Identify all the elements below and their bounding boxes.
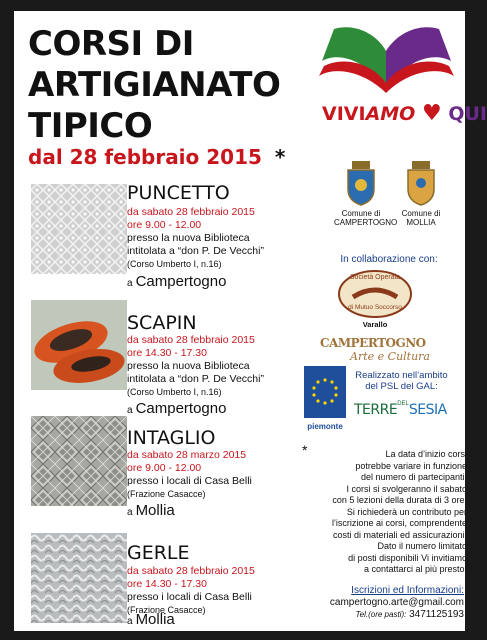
shield-icon [346, 161, 376, 205]
contact-phone: Tel.(ore pasti): 3471125193 [355, 609, 464, 620]
course-location: presso i locali di Casa Belli [127, 475, 252, 487]
course-town: a Mollia [127, 611, 175, 628]
terre-del-sesia-logo: $TERRE^{DEL}SESIA$ [354, 401, 447, 418]
puncetto-photo [31, 184, 127, 274]
course-date: da sabato 28 febbraio 2015 [127, 334, 255, 346]
carving-icon [31, 416, 127, 506]
contact-heading: Iscrizioni ed Informazioni: [351, 585, 464, 596]
soms-logo: Società Operaia di Mutuo Soccorso Varallo [337, 269, 413, 331]
title-line-3: TIPICO [28, 106, 153, 146]
course-town: a Campertogno [127, 273, 227, 290]
lace-icon [31, 184, 127, 274]
eu-piemonte-logo: piemonte [304, 366, 346, 436]
course-town: a Mollia [127, 502, 175, 519]
gal-note: Realizzato nell’ambito del PSL del GAL: [355, 370, 448, 392]
contact-email[interactable]: campertogno.arte@gmail.com [329, 597, 464, 608]
title-line-1: CORSI DI [28, 24, 194, 64]
campertogno-arte-cultura-logo: CAMPERTOGNO Arte e Cultura [320, 336, 430, 363]
course-name: SCAPIN [127, 312, 197, 334]
course-address: (Frazione Casacce) [127, 489, 206, 499]
title-line-2: ARTIGIANATO [28, 65, 281, 105]
scapin-photo [31, 300, 127, 390]
date-range: dal 28 febbraio 2015 * [28, 145, 286, 169]
course-town: a Campertogno [127, 400, 227, 417]
slippers-icon [31, 300, 127, 390]
course-address: (Corso Umberto I, n.16) [127, 259, 222, 269]
course-location: intitolata a “don P. De Vecchi” [127, 373, 264, 385]
eu-stars-icon [304, 366, 346, 414]
campertogno-crest [334, 161, 398, 251]
course-date: da sabato 28 febbraio 2015 [127, 565, 255, 577]
course-name: PUNCETTO [127, 182, 230, 204]
intaglio-photo [31, 416, 127, 506]
course-date: da sabato 28 marzo 2015 [127, 449, 247, 461]
mollia-crest [394, 161, 448, 251]
comune-label: Comune di MOLLIA [401, 209, 441, 227]
book-heart-icon [314, 21, 459, 111]
poster [14, 11, 487, 631]
contact-info [304, 585, 464, 621]
course-hours: ore 9.00 - 12.00 [127, 219, 202, 231]
viviamo-qui-logo: VIVIAMO ♥ QUI [314, 21, 459, 146]
comune-label: Comune di CAMPERTOGNO [334, 209, 398, 227]
course-hours: ore 14.30 - 17.30 [127, 347, 207, 359]
course-hours: ore 14.30 - 17.30 [127, 578, 207, 590]
basket-icon [31, 533, 127, 623]
course-location: presso la nuova Biblioteca [127, 232, 250, 244]
gerle-photo [31, 533, 127, 623]
shield-icon [406, 161, 436, 205]
course-location: presso la nuova Biblioteca [127, 360, 250, 372]
course-location: intitolata a “don P. De Vecchi” [127, 245, 264, 257]
course-location: presso i locali di Casa Belli [127, 591, 252, 603]
course-address: (Corso Umberto I, n.16) [127, 387, 222, 397]
course-name: GERLE [127, 542, 190, 564]
collaboration-heading: In collaborazione con: [340, 254, 438, 265]
course-name: INTAGLIO [127, 427, 216, 449]
course-date: da sabato 28 febbraio 2015 [127, 206, 255, 218]
course-address: (Frazione Casacce) [127, 605, 206, 615]
info-note: * La data d’inizio corsi potrebbe variare in funzione del numero di partecipanti. I corsi si svolgeranno il sabato con 5 lezioni della durata di 3 ore. Si richiederà un contributo per l’iscrizione ai corsi, comprendente costi di materiali ed assicurazioni. Dato il numero limitato di posti disponibili Vi invitiamo a contattarci al più presto! [302, 442, 467, 574]
course-hours: ore 9.00 - 12.00 [127, 462, 202, 474]
heart-icon: ♥ [421, 101, 442, 126]
